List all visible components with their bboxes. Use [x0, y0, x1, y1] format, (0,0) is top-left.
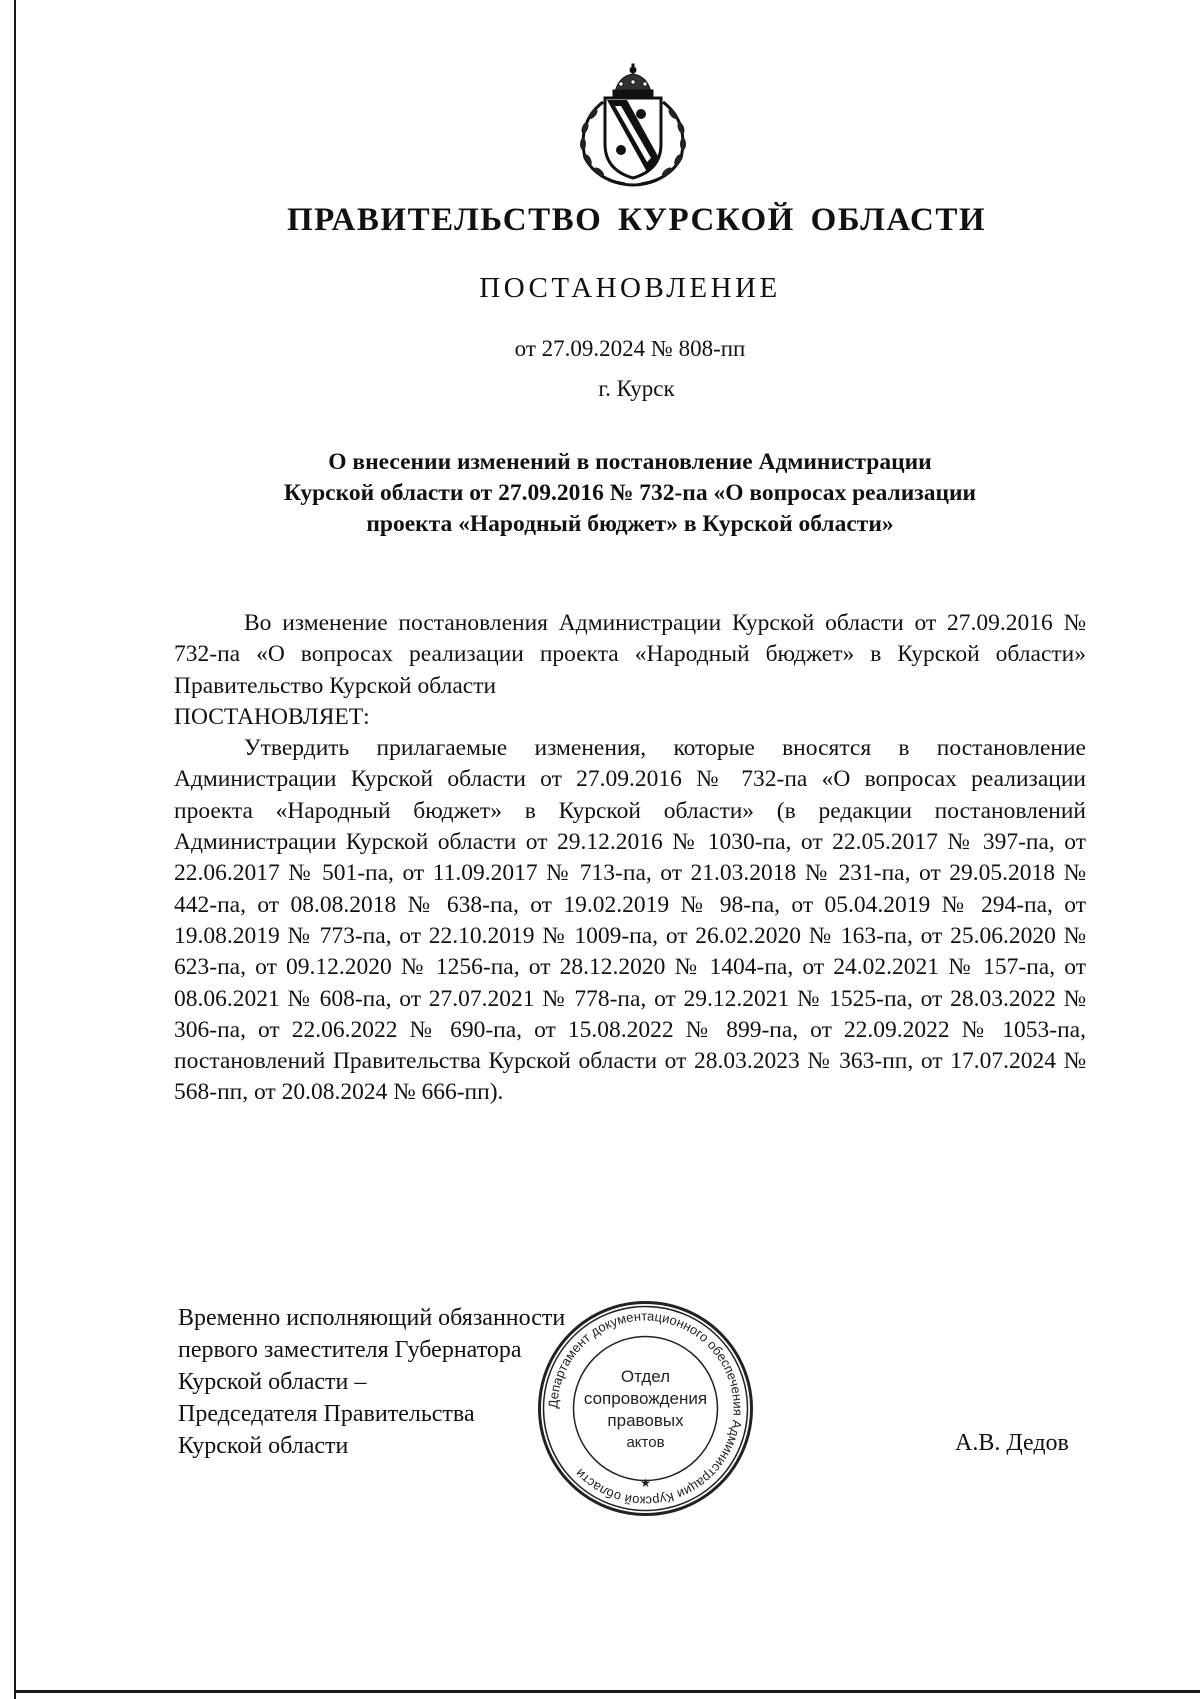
- signatory-position: [178, 1302, 566, 1462]
- signatory-line: Председателя Правительства: [178, 1401, 475, 1427]
- stamp-center-line: правовых: [607, 1411, 684, 1430]
- document-heading: [180, 447, 1080, 540]
- official-stamp: [533, 1296, 758, 1521]
- signatory-line: первого заместителя Губернатора: [178, 1337, 522, 1363]
- document-body: [174, 608, 1086, 1109]
- body-resolves: ПОСТАНОВЛЯЕТ:: [174, 703, 370, 730]
- signatory-name: А.В. Дедов: [955, 1430, 1069, 1456]
- government-title: ПРАВИТЕЛЬСТВО КУРСКОЙ ОБЛАСТИ: [286, 202, 987, 238]
- document-type: ПОСТАНОВЛЕНИЕ: [479, 272, 781, 304]
- document-city: г. Курск: [598, 376, 675, 401]
- document-number: от 27.09.2024 № 808-пп: [514, 336, 746, 361]
- body-paragraph-decision: Утвердить прилагаемые изменения, которые вносятся в постановление Администрации Курской области от 27.09.2016 № 732-па «О вопросах реализации проекта «Народный бюджет» в Курской области» (в редакции постановлений Администрации Курской области от 29.12.2016 № 1030-па, от 22.05.2017 № 397-па, от 22.06.2017 № 501-па, от 11.09.2017 № 713-па, от 21.03.2018 № 231-па, от 29.05.2018 № 442-па, от 08.08.2018 № 638-па, от 19.02.2019 № 98-па, от 05.04.2019 № 294-па, от 19.08.2019 № 773-па, от 22.10.2019 № 1009-па, от 26.02.2020 № 163-па, от 25.06.2020 № 623-па, от 09.12.2020 № 1256-па, от 28.12.2020 № 1404-па, от 24.02.2021 № 157-па, от 08.06.2021 № 608-па, от 27.07.2021 № 778-па, от 29.12.2021 № 1525-па, от 28.03.2022 № 306-па, от 22.06.2022 № 690-па, от 15.08.2022 № 899-па, от 22.09.2022 № 1053-па, постановлений Правительства Курской области от 28.03.2023 № 363-пп, от 17.07.2024 № 568-пп, от 20.08.2024 № 666-пп).: [174, 735, 1086, 1106]
- scan-border-left: [14, 0, 16, 1699]
- stamp-center-line: актов: [626, 1434, 665, 1451]
- kursk-coat-of-arms-icon: [563, 62, 703, 192]
- signatory-line: Курской области –: [178, 1369, 367, 1395]
- heading-line: проекта «Народный бюджет» в Курской области»: [366, 511, 894, 537]
- scan-border-bottom: [14, 1690, 1200, 1693]
- stamp-center-line: сопровождения: [583, 1389, 708, 1408]
- body-paragraph-preamble: Во изменение постановления Администрации Курской области от 27.09.2016 № 732-па «О вопросах реализации проекта «Народный бюджет» в Курской области» Правительство Курской области: [174, 610, 1086, 699]
- signatory-line: Курской области: [178, 1433, 349, 1459]
- stamp-ring-text: Департамент документационного обеспечения Администрации Курской области: [545, 1308, 746, 1509]
- signatory-line: Временно исполняющий обязанности: [178, 1305, 566, 1331]
- stamp-center-line: Отдел: [620, 1367, 671, 1386]
- svg-text:★: ★: [640, 1476, 651, 1490]
- heading-line: О внесении изменений в постановление Администрации: [328, 449, 932, 475]
- heading-line: Курской области от 27.09.2016 № 732-па «О вопросах реализации: [283, 480, 977, 506]
